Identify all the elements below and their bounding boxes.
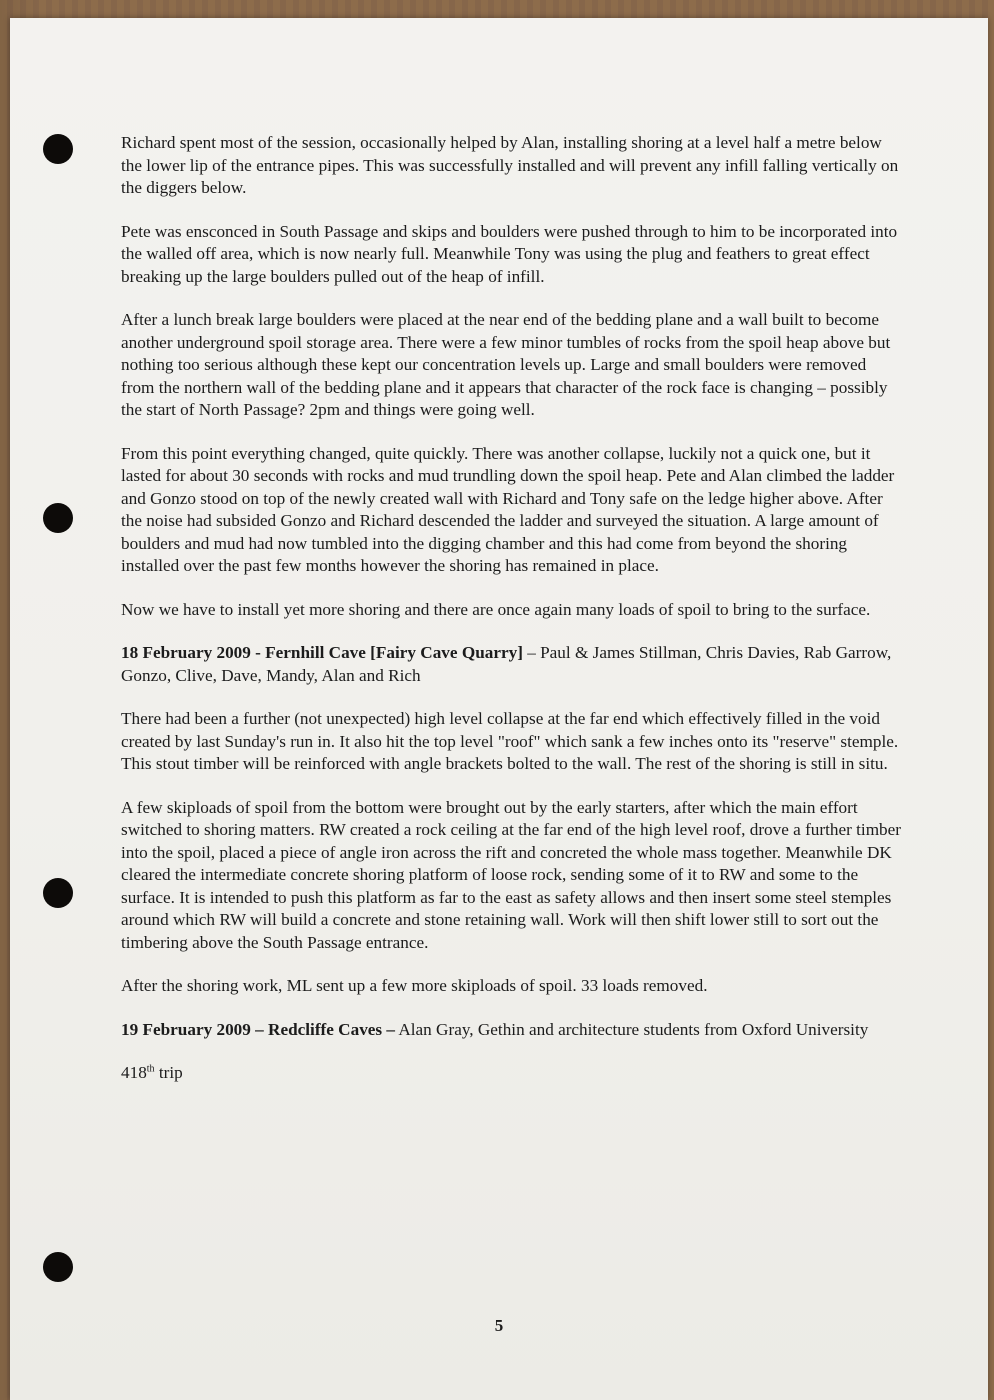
trip-word: trip (154, 1063, 183, 1082)
paragraph: Richard spent most of the session, occasionally helped by Alan, installing shoring at a level half a metre below the lower lip of the entrance pipes. This was successfully installed and will prevent any infill falling vertically on the diggers below. (121, 133, 899, 197)
trip-count (121, 1062, 901, 1085)
binder-hole-4 (43, 1252, 73, 1282)
paragraph: A few skiploads of spoil from the bottom were brought out by the early starters, after which the main effort switched to shoring matters. RW created a rock ceiling at the far end of the high level roof, drove a further timber into the spoil, placed a piece of angle iron across the rift and concreted the whole mass together. Meanwhile DK cleared the intermediate concrete shoring platform of loose rock, sending some of it to RW and some to the surface. It is intended to push this platform as far to the east as safety allows and then insert some steel stemples around which RW will build a concrete and stone retaining wall. Work will then shift lower still to sort out the timbering above the South Passage entrance. (121, 797, 902, 952)
trip-ordinal-suffix: th (146, 1063, 155, 1075)
entry-heading (121, 1019, 901, 1042)
entry-participants: Alan Gray, Gethin and architecture students from Oxford University (395, 1019, 869, 1039)
paragraph: Pete was ensconced in South Passage and skips and boulders were pushed through to him to be incorporated into the walled off area, which is now nearly full. Meanwhile Tony was using the plug and feathers to great effect breaking up the large boulders pulled out of the heap of infill. (121, 221, 898, 286)
paragraph: After a lunch break large boulders were placed at the near end of the bedding plane and a wall built to become another underground spoil storage area. There were a few minor tumbles of rocks from the spoil heap above but nothing too serious although these kept our concentration levels up. Large and small boulders were removed from the northern wall of the bedding plane and it appears that character of the rock face is changing – possibly the start of North Passage? 2pm and things were going well. (121, 310, 891, 419)
entry-participants: – Paul & James Stillman, Chris Davies, Rab Garrow, Gonzo, Clive, Dave, Mandy, Alan and Rich (121, 643, 892, 685)
document-page (10, 18, 988, 1400)
binder-hole-1 (43, 134, 73, 164)
document-body (121, 132, 901, 1106)
paragraph: After the shoring work, ML sent up a few more skiploads of spoil. 33 loads removed. (121, 976, 708, 995)
paragraph: From this point everything changed, quite quickly. There was another collapse, luckily not a quick one, but it lasted for about 30 seconds with rocks and mud trundling down the spoil heap. Pete and Alan climbed the ladder and Gonzo stood on top of the newly created wall with Richard and Tony safe on the ledge higher above. After the noise had subsided Gonzo and Richard descended the ladder and surveyed the situation. A large amount of boulders and mud had now tumbled into the digging chamber and this had come from beyond the shoring installed over the past few months however the shoring has remained in place. (121, 443, 895, 575)
binder-hole-2 (43, 503, 73, 533)
page-number: 5 (494, 1316, 504, 1335)
trip-number: 418 (121, 1063, 147, 1082)
entry-heading (121, 642, 901, 687)
paragraph: There had been a further (not unexpected) high level collapse at the far end which effectively filled in the void created by last Sunday's run in. It also hit the top level "roof" which sank a few inches onto its "reserve" stemple. This stout timber will be reinforced with angle brackets bolted to the wall. The rest of the shoring is still in situ. (121, 709, 899, 773)
entry-date-location: 19 February 2009 – Redcliffe Caves – (121, 1019, 395, 1039)
paragraph: Now we have to install yet more shoring and there are once again many loads of spoil to bring to the surface. (121, 599, 871, 619)
binder-hole-3 (43, 878, 73, 908)
entry-date-location: 18 February 2009 - Fernhill Cave [Fairy Cave Quarry] (121, 643, 523, 662)
